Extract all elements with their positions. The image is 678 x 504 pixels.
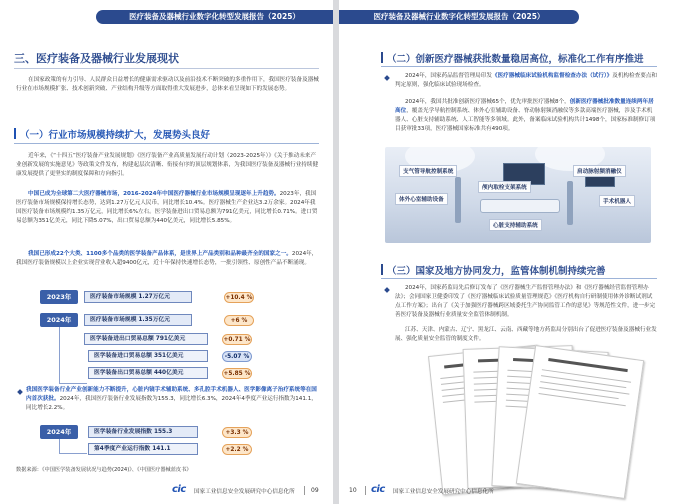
sub1-p3-text: 2024年，我国医疗装备规模以上企业实现营业收入超9400亿元，近十年保持快速增长态势，一批引领性、原创性产品不断涌现。: [16, 251, 318, 266]
sub1-p2-highlight: 中国已成为全球第二大医疗器械市场，2016-2024年中国医疗器械行业市场规模呈现逐年上升趋势。: [28, 191, 280, 197]
fig-label-ablation: 肩动脉射频消融仪: [573, 165, 626, 177]
sub1-marker: [14, 128, 16, 139]
p4-text: 2024年，我国医疗装备行业发展指数为155.3，同比增长6.3%，2024年4季度产业运行指数为141.1，同比增长2.2%。: [26, 396, 317, 411]
trade-total-bar: 医学装备进出口贸易总额 791亿美元: [84, 333, 208, 345]
sub2-p1-highlight: 《医疗器械临床试验机构监督检查办法（试行）》: [491, 73, 613, 79]
left-page: [0, 0, 333, 504]
q4-index-bar: 第4季度产业运行指数 141.1: [88, 443, 198, 455]
sub2-p1-post: 及机构检查要点和判定原则，强化临床试验现场检查。: [395, 73, 657, 88]
operating-bed: [480, 199, 560, 213]
right-page-number: 10: [349, 487, 357, 494]
fig-label-ventricular: 体外心室辅助设备: [395, 193, 448, 205]
left-footer-divider: [304, 486, 305, 495]
sub3-paragraph-2: 江苏、天津、内蒙古、辽宁、黑龙江、云南、西藏等地方药监局分别出台了促进医疗装备及器械行业发展、强化质量安全监管的制度文件。: [395, 327, 657, 342]
left-footer-org: 国家工业信息安全发展研究中心信息化所: [194, 489, 295, 495]
medical-devices-illustration: [385, 147, 651, 243]
right-page: [339, 0, 678, 504]
intro-paragraph: 在国家政策的有力引导、人民群众日益增长的健康需求驱动以及前沿技术不断突破的多重作用下，我国医疗装备及器械行业在市场规模扩张、技术创新突破、产业结构升级等方面取得重大发展进步，总体来看呈现如下的发展态势。: [16, 77, 319, 92]
sub2-rule: [381, 66, 657, 67]
market-size-2024-bar: 医疗装备市场规模 1.35万亿元: [84, 314, 192, 326]
sub3-rule: [381, 278, 657, 279]
right-footer-org: 国家工业信息安全发展研究中心信息化所: [393, 489, 494, 495]
sub1-paragraph-2: [16, 190, 321, 226]
growth-2023-pill: +10.4 %: [224, 292, 254, 303]
section-rule: [14, 68, 319, 69]
q4-index-pill: +2.2 %: [222, 444, 252, 455]
sub2-p1-pre: 2024年，国家药品监督管理局印发: [405, 73, 492, 79]
cic-logo-right: cic: [371, 484, 385, 495]
p4-highlight: 我国医学装备行业产业创新能力不断提升，心脏内镜手术辅助系统、多孔腔手术机器人、医学影像离子治疗系统等在国内首次获批。: [26, 387, 317, 402]
export-total-bar: 医学装备出口贸易总额 440亿美元: [88, 367, 208, 379]
data-source-note: 数据来源：《中国医学装备发展状况与趋势(2024)》、《中国医疗器械蓝皮书》: [16, 467, 192, 473]
chart2-connector: [59, 439, 87, 454]
sub2-paragraph-1: [395, 72, 657, 90]
sub3-bullet-icon: [384, 287, 390, 293]
year-2023-box: 2023年: [40, 290, 78, 304]
paragraph-4: [26, 386, 321, 413]
industry-index-bar: 医学装备行业发展指数 155.3: [88, 426, 198, 438]
import-total-bar: 医学装备进口贸易总额 351亿美元: [88, 350, 208, 362]
year-2024-index-box: 2024年: [40, 425, 78, 439]
right-footer-divider: [365, 486, 366, 495]
sub2-p2-pre: 2024年，我国共批准创新医疗器械65个，优先审批医疗器械8个，: [405, 99, 570, 105]
section-title: 三、医疗装备及器械行业发展现状: [14, 52, 179, 65]
trade-total-pill: +0.71 %: [222, 334, 252, 345]
p4-bullet-icon: [17, 389, 23, 395]
sub1-p3-highlight: 我国已形成22个大类、1100多个品类的医学装备产品体系，是世界上产品类别和品种最齐全的国家之一。: [28, 251, 292, 257]
cic-logo: cic: [172, 484, 186, 495]
sub2-title: （二）创新医疗器械获批数量稳居高位，标准化工作有序推进: [387, 54, 644, 65]
fig-label-stent: 颅内取栓支架系统: [478, 181, 531, 193]
fig-label-bronchoscope: 支气管导航控制系统: [399, 165, 457, 177]
export-total-pill: +5.85 %: [222, 368, 252, 379]
sub3-title: （三）国家及地方协同发力，监管体制机制持续完善: [387, 266, 606, 277]
market-size-2023-bar: 医疗装备市场规模 1.27万亿元: [84, 291, 192, 303]
sub3-marker: [381, 264, 383, 275]
sub1-title: （一）行业市场规模持续扩大，发展势头良好: [20, 130, 211, 141]
sub2-p2-post: ，覆盖光学导航控制系统、体外心室辅助设备、脊动脉射频消融仪等多款高端医疗器械，涉及手术机器人、心脏支持辅助系统、人工智能等多领域。此外，备案临床试验机构共计1498个，国家标准制修订项目获审批33项，医疗器械国家标准共有490项。: [395, 108, 656, 132]
sub2-paragraph-2: [395, 98, 657, 134]
fig-label-surgical-robot: 手术机器人: [599, 195, 635, 207]
robot-arm-right: [567, 181, 573, 225]
regulation-document-4: [516, 345, 644, 499]
sub1-rule: [14, 143, 319, 144]
sub2-bullet-icon: [384, 75, 390, 81]
fig-label-cardiac: 心脏支持辅助系统: [489, 219, 542, 231]
import-total-pill: -5.07 %: [222, 351, 252, 362]
sub3-paragraph-1: 2024年，国家药监局先后修订发布了《医疗器械生产监督管理办法》和《医疗器械经营监督管理办法》；会同国家卫健委印发了《医疗器械临床试验质量管理规范》《医疗机构自行研制使用体外诊断试剂试点工作方案》；出台了《关于加强医疗器械跨区域委托生产协同监管工作的意见》等规范性文件，进一步完善医疗装备及器械行业质量安全监管体制机制。: [395, 285, 656, 318]
sub1-paragraph-3: [16, 250, 321, 268]
sub2-marker: [381, 52, 383, 63]
chart1-connector: [59, 327, 87, 384]
left-page-number: 09: [311, 487, 319, 494]
robot-arm-left: [455, 177, 461, 223]
industry-index-pill: +3.3 %: [222, 427, 252, 438]
sub1-p2-text: 2023年，我国医疗装备市场规模保持增长态势，达到1.27万亿元人民币，同比增长10.4%。医疗器械生产企业达3.2万余家。2024年我国医疗装备市场规模约1.35万亿元，同比增长6%左右。医学装备进出口贸易总额为791亿美元，同比增长0.71%。进口贸易总额为351亿美元，同比下降5.07%，出口贸易总额为440亿美元，同比增长5.85%。: [16, 191, 318, 224]
sub1-paragraph-1: 近年来，《“十四五”医疗装备产业发展规划》《医疗装备产业高质量发展行动计划（2023-2025年）》《关于推动未来产业创新发展的实施意见》等政策文件发布，构建起层次清晰、衔接有序的顶层规划体系，为我国医疗装备及器械行业持续健康发展提供了更坚实的制度保障和方向指引。: [16, 153, 319, 177]
sub2-p2-highlight: 创新医疗器械批准数量连续两年居高位: [395, 99, 654, 114]
left-header-bar: 医疗装备及器械行业数字化转型发展报告（2025）: [96, 10, 333, 24]
growth-2024-pill: +6 %: [224, 315, 254, 326]
right-header-bar: 医疗装备及器械行业数字化转型发展报告（2025）: [339, 10, 579, 24]
year-2024-box: 2024年: [40, 313, 78, 327]
